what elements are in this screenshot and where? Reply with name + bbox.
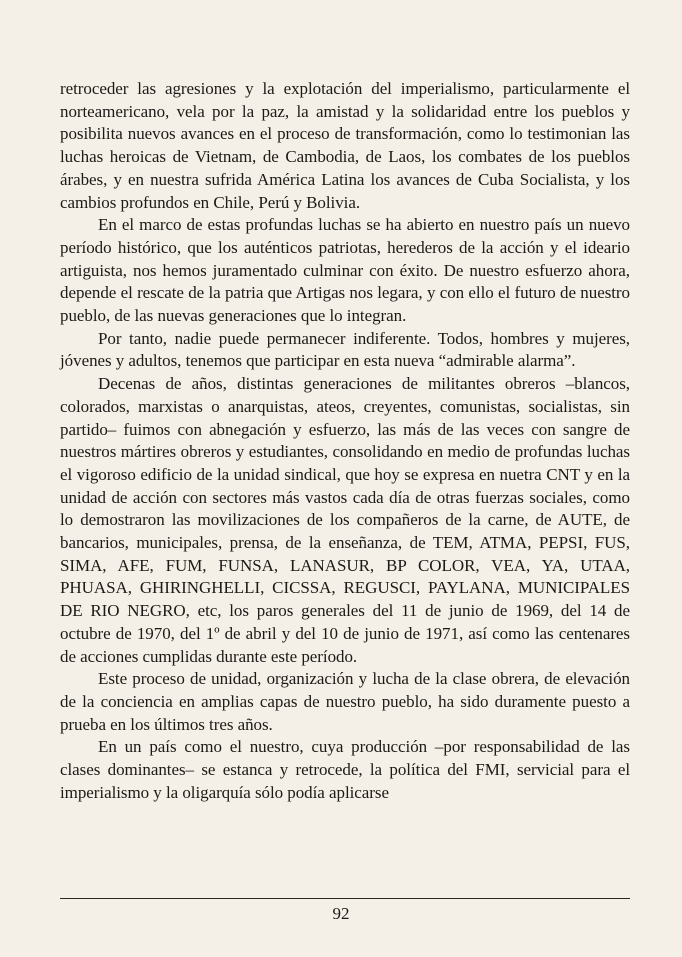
body-text [60,78,630,805]
paragraph-2: En el marco de estas profundas luchas se ha abierto en nuestro país un nuevo período histórico, que los auténticos patriotas, herederos de la acción y el ideario artiguista, nos hemos juramentado culminar con éxito. De nuestro esfuerzo ahora, depende el rescate de la patria que Artigas nos legara, y con ello el futuro de nuestro pueblo, de las nuevas generaciones que lo integran. [60,215,630,326]
paragraph-6: En un país como el nuestro, cuya producción –por responsabilidad de las clases dominantes– se estanca y retrocede, la política del FMI, servicial para el imperialismo y la oligarquía sólo podía aplicarse [60,737,630,802]
paragraph-1: retroceder las agresiones y la explotación del imperialismo, particularmente el norteamericano, vela por la paz, la amistad y la solidaridad entre los pueblos y posibilita nuevos avances en el proceso de transformación, como lo testimonian las luchas heroicas de Vietnam, de Cambodia, de Laos, los combates de los pueblos árabes, y en nuestra sufrida América Latina los avances de Cuba Socialista, y los cambios profundos en Chile, Perú y Bolivia. [60,79,630,212]
paragraph-4: Decenas de años, distintas generaciones de militantes obreros –blancos, colorados, marxistas o anarquistas, ateos, creyentes, comunistas, socialistas, sin partido– fuimos con abnegación y esfuerzo, las más de las veces con sangre de nuestros mártires obreros y estudiantes, consolidando en medio de profundas luchas el vigoroso edificio de la unidad sindical, que hoy se expresa en nuetra CNT y en la unidad de acción con sectores más vastos cada día de otras fuerzas sociales, como lo demostraron las movilizaciones de los compañeros de la carne, de AUTE, de bancarios, municipales, prensa, de la enseñanza, de TEM, ATMA, PEPSI, FUS, SIMA, AFE, FUM, FUNSA, LANASUR, BP COLOR, VEA, YA, UTAA, PHUASA, GHIRINGHELLI, CICSSA, REGUSCI, PAYLANA, MUNICIPALES DE RIO NEGRO, etc, los paros generales del 11 de junio de 1969, del 14 de octubre de 1970, del 1º de abril y del 10 de junio de 1971, así como las centenares de acciones cumplidas durante este período. [60,374,630,666]
paragraph-3: Por tanto, nadie puede permanecer indiferente. Todos, hombres y mujeres, jóvenes y adultos, tenemos que participar en esta nueva “admirable alarma”. [60,328,630,371]
page-number: 92 [332,904,350,923]
paragraph-5: Este proceso de unidad, organización y lucha de la clase obrera, de elevación de la conciencia en amplias capas de nuestro pueblo, ha sido duramente puesto a prueba en los últimos tres años. [60,669,630,734]
footer-rule [60,898,630,899]
